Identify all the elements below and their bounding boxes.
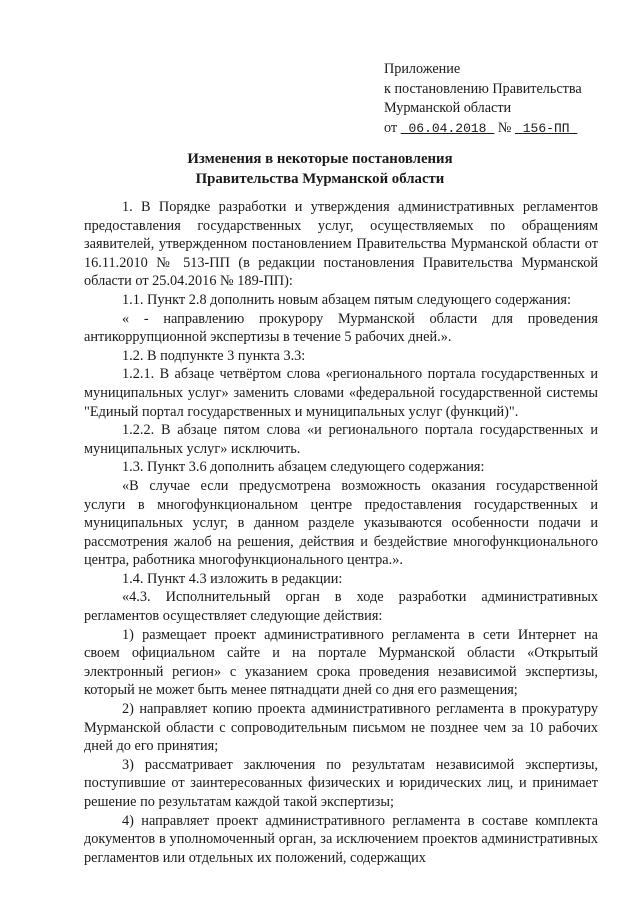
attachment-label: Приложение: [384, 61, 461, 77]
attachment-header: [384, 60, 582, 138]
number-label: №: [497, 119, 512, 136]
paragraph: 1.2. В подпункте 3 пункта 3.3:: [122, 347, 306, 364]
paragraph: «4.3. Исполнительный орган в ходе разработки административных регламентов осуществляет следующие действия:: [84, 589, 598, 625]
paragraph: 2) направляет копию проекта административного регламента в прокуратуру Мурманской области с сопроводительным письмом не позднее чем за 10 рабочих дней до его принятия;: [84, 701, 598, 755]
document-body: [84, 198, 598, 867]
paragraph: 1.2.1. В абзаце четвёртом слова «регионального портала государственных и муниципальных услуг» заменить словами «федеральной государственной системы "Единый портал государственных и муниципальных услуг (функций)".: [84, 366, 598, 420]
attachment-region: Мурманской области: [384, 100, 512, 116]
paragraph: « - направлению прокурору Мурманской области для проведения антикоррупционной экспертизы в течение 5 рабочих дней.».: [84, 310, 598, 346]
title-line-2: Правительства Мурманской области: [195, 170, 445, 187]
decree-number: 156-ПП: [522, 120, 570, 136]
paragraph: 1.2.2. В абзаце пятом слова «и регионального портала государственных и муниципальных услуг» исключить.: [84, 422, 598, 457]
paragraph: 1) размещает проект административного регламента в сети Интернет на своем официальном сайте и на портале Мурманской области «Открытый электронный регион» с указанием срока проведения независимой экспертизы, который не может быть менее пятнадцати дней со дня его размещения;: [84, 626, 598, 699]
paragraph: 1. В Порядке разработки и утверждения административных регламентов предоставления государственных услуг, осуществляемых по обращениям заявителей, утвержденном постановлением Правительства Мурманской области от 16.11.2010 № 513-ПП (в редакции постановления Правительства Мурманской области от 25.04.2016 № 189-ПП):: [84, 199, 598, 290]
from-label: от: [384, 119, 398, 136]
title-line-1: Изменения в некоторые постановления: [187, 151, 453, 167]
paragraph: 1.3. Пункт 3.6 дополнить абзацем следующего содержания:: [122, 459, 485, 476]
paragraph: 1.1. Пункт 2.8 дополнить новым абзацем пятым следующего содержания:: [122, 291, 571, 308]
decree-date: 06.04.2018: [408, 120, 487, 136]
paragraph: 4) направляет проект административного регламента в составе комплекта документов в уполномоченный орган, за исключением проектов административных регламентов или отдельных их положений, содержащих: [84, 812, 598, 866]
paragraph: 3) рассматривает заключения по результатам независимой экспертизы, поступившие от заинтересованных физических и юридических лиц, и принимает решение по результатам каждой такой экспертизы;: [84, 756, 598, 810]
attachment-decree-ref: к постановлению Правительства: [384, 80, 582, 97]
attachment-date-number: [384, 119, 582, 139]
paragraph: «В случае если предусмотрена возможность оказания государственной услуги в многофункциональном центре предоставления государственных и муниципальных услуг, в данном разделе указываются особенности подачи и рассмотрения жалоб на решения, действия и бездействие многофункционального центра, работника многофункционального центра.».: [84, 477, 598, 569]
paragraph: 1.4. Пункт 4.3 изложить в редакции:: [122, 570, 343, 587]
document-title: [0, 150, 640, 189]
